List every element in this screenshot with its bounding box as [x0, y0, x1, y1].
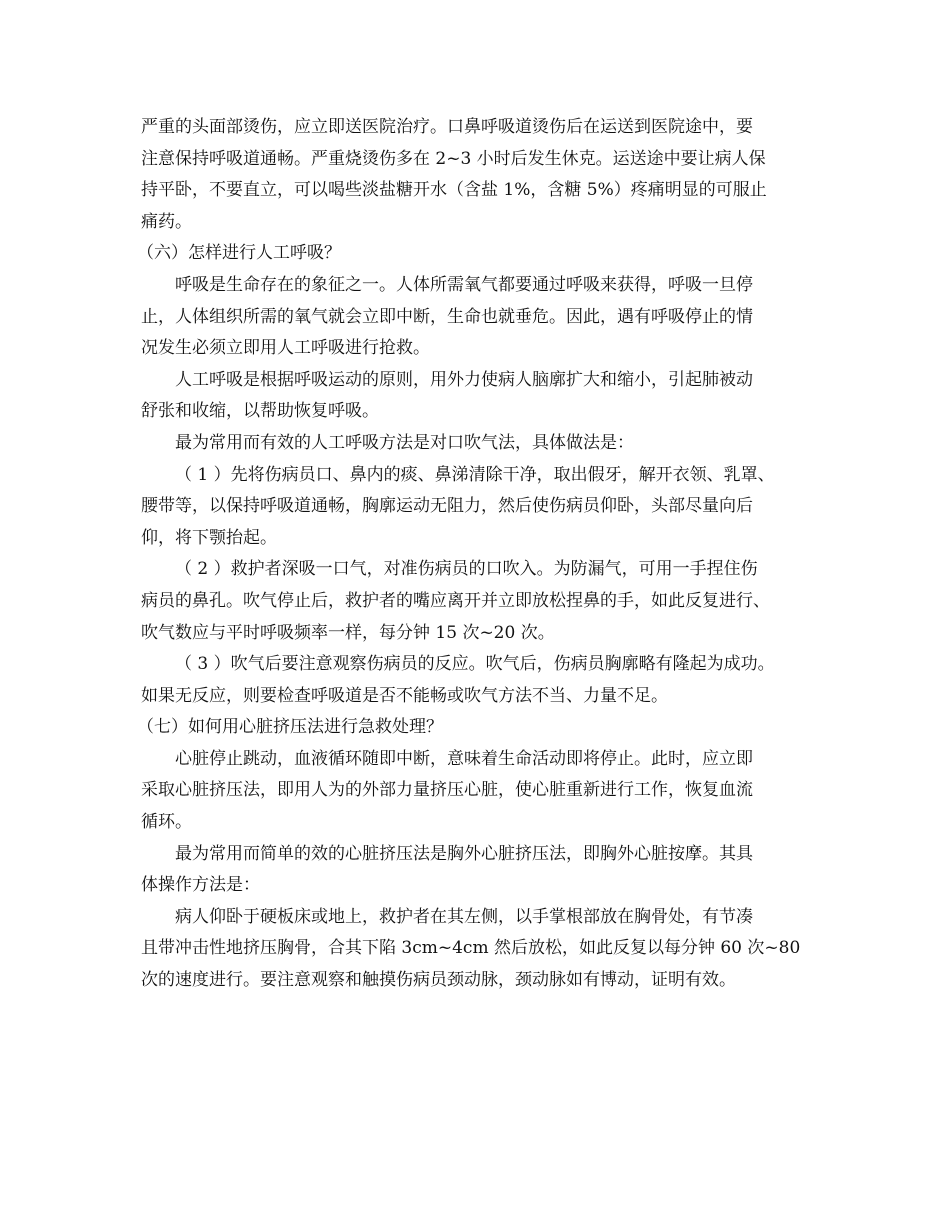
paragraph-line: 痛药。: [141, 211, 192, 232]
paragraph-line: 舒张和收缩，以帮助恢复呼吸。: [141, 401, 379, 422]
paragraph-line: 最为常用而简单的效的心脏挤压法是胸外心脏挤压法，即胸外心脏按摩。其具: [175, 843, 753, 864]
paragraph-line: 最为常用而有效的人工呼吸方法是对口吹气法，具体做法是：: [175, 432, 634, 453]
paragraph-line: 体操作方法是：: [141, 875, 260, 896]
paragraph-line: 呼吸是生命存在的象征之一。人体所需氧气都要通过呼吸来获得，呼吸一旦停: [175, 274, 753, 295]
paragraph-line: 人工呼吸是根据呼吸运动的原则，用外力使病人脑廓扩大和缩小，引起肺被动: [175, 369, 753, 390]
paragraph-line: 况发生必须立即用人工呼吸进行抢救。: [141, 338, 430, 359]
paragraph-line: 如果无反应，则要检查呼吸道是否不能畅或吹气方法不当、力量不足。: [141, 685, 668, 706]
paragraph-line: 严重的头面部烫伤，应立即送医院治疗。口鼻呼吸道烫伤后在运送到医院途中，要: [141, 117, 753, 137]
paragraph-line: 腰带等，以保持呼吸道通畅，胸廓运动无阻力，然后使伤病员仰卧，头部尽量向后: [141, 496, 753, 517]
paragraph-line: 注意保持呼吸道通畅。严重烧烫伤多在 2~3 小时后发生休克。运送途中要让病人保: [141, 148, 766, 169]
section-heading: （七）如何用心脏挤压法进行急救处理？: [137, 717, 443, 738]
paragraph-line: 止，人体组织所需的氧气就会立即中断，生命也就垂危。因此，遇有呼吸停止的情: [141, 306, 753, 327]
paragraph-line: 且带冲击性地挤压胸骨，合其下陷 3cm~4cm 然后放松，如此反复以每分钟 60 次~80: [141, 938, 801, 959]
paragraph-line: 心脏停止跳动，血液循环随即中断，意味着生命活动即将停止。此时，应立即: [175, 748, 753, 769]
paragraph-line: （ 2 ）救护者深吸一口气，对准伤病员的口吹入。为防漏气，可用一手捏住伤: [175, 559, 758, 580]
paragraph-line: 次的速度进行。要注意观察和触摸伤病员颈动脉，颈动脉如有博动，证明有效。: [141, 970, 736, 991]
section-heading: （六）怎样进行人工呼吸？: [137, 243, 341, 264]
paragraph-line: 病人仰卧于硬板床或地上，救护者在其左侧，以手掌根部放在胸骨处，有节凑: [175, 906, 753, 927]
paragraph-line: 仰，将下颚抬起。: [141, 527, 277, 548]
paragraph-line: 循环。: [141, 812, 192, 833]
paragraph-line: 采取心脏挤压法，即用人为的外部力量挤压心脏，使心脏重新进行工作，恢复血流: [141, 780, 753, 801]
paragraph-line: （ 1 ）先将伤病员口、鼻内的痰、鼻涕清除干净，取出假牙，解开衣领、乳罩、: [175, 464, 775, 485]
paragraph-line: 持平卧，不要直立，可以喝些淡盐糖开水（含盐 1%，含糖 5%）疼痛明显的可服止: [141, 180, 767, 201]
document-body: [137, 112, 821, 997]
paragraph-line: 病员的鼻孔。吹气停止后，救护者的嘴应离开并立即放松捏鼻的手，如此反复进行、: [141, 590, 770, 611]
paragraph-line: 吹气数应与平时呼吸频率一样，每分钟 15 次~20 次。: [141, 622, 555, 643]
paragraph-line: （ 3 ）吹气后要注意观察伤病员的反应。吹气后，伤病员胸廓略有隆起为成功。: [175, 654, 775, 675]
